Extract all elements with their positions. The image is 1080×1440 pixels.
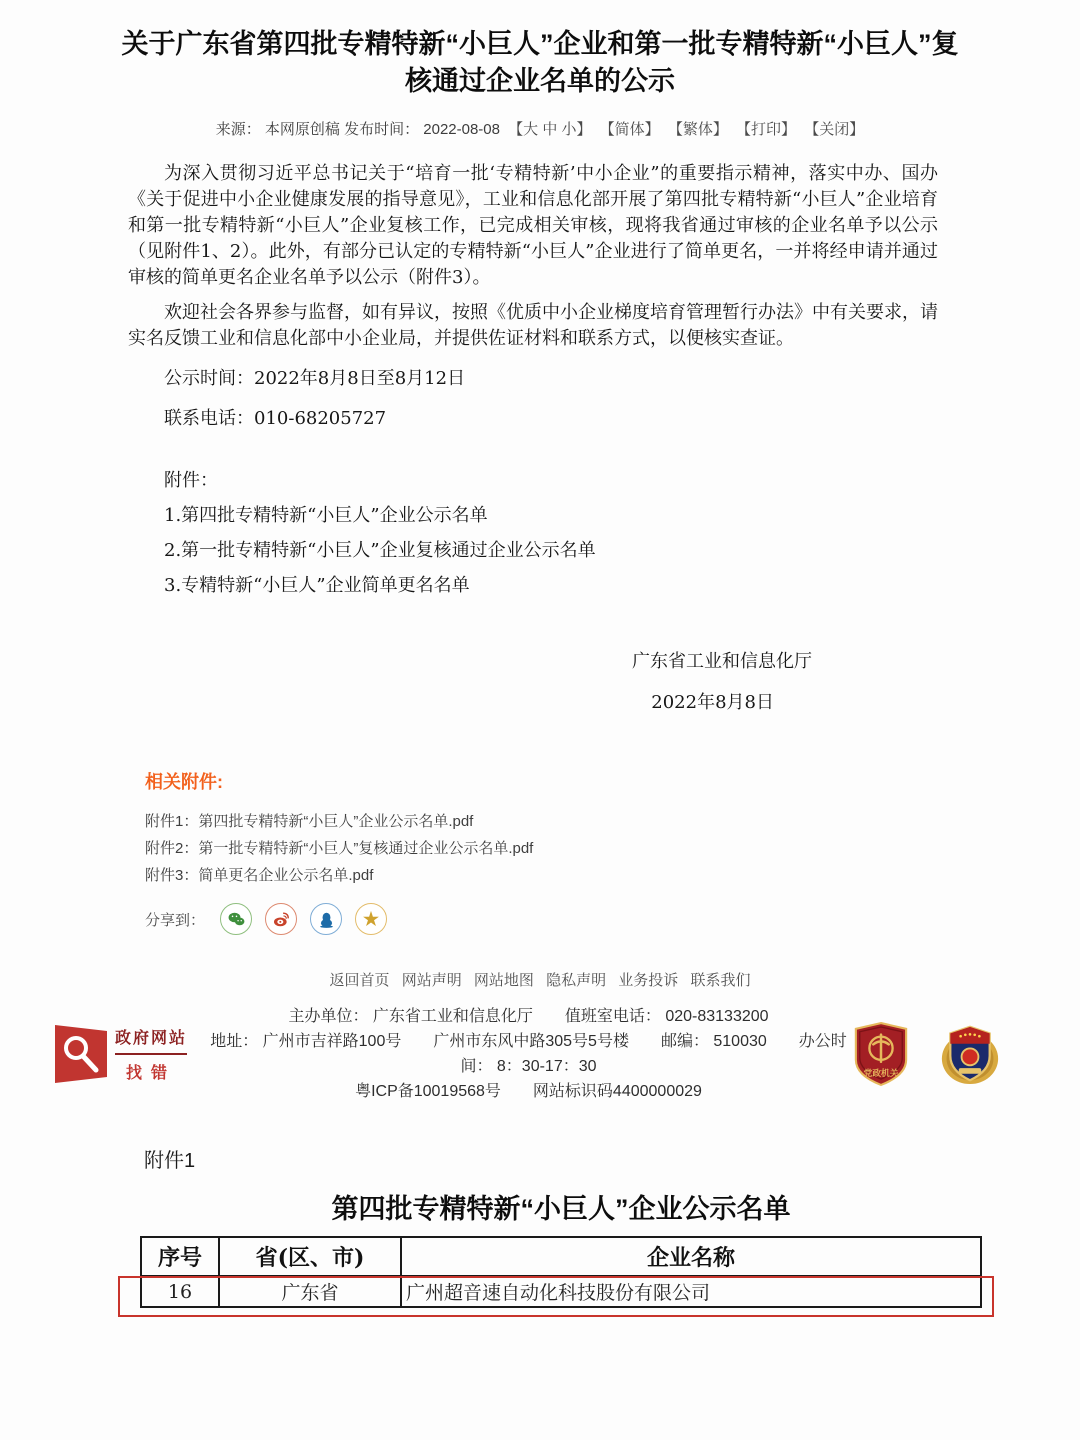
annex-table-header-row [141, 1237, 981, 1276]
simplified-chinese-button[interactable]: 【简体】 [599, 121, 660, 138]
related-attachments-heading: 相关附件: [145, 772, 223, 792]
footer-nav-statement[interactable]: 网站声明 [401, 972, 462, 989]
footer-badges [852, 1021, 1000, 1087]
footer-nav-privacy[interactable]: 隐私声明 [546, 972, 607, 989]
annex-section [140, 1144, 982, 1308]
party-government-badge-icon[interactable] [852, 1021, 910, 1087]
attachment-item-3: 3.专精特新“小巨人”企业简单更名名单 [164, 575, 470, 596]
article-meta [0, 118, 1080, 139]
header-province: 省(区、市) [219, 1237, 401, 1276]
qq-penguin-icon [317, 910, 336, 929]
magnifier-flag-icon [55, 1023, 107, 1085]
error-logo-line1: 政府网站 [115, 1025, 187, 1055]
qzone-share-button[interactable] [355, 903, 387, 935]
issuing-org: 广东省工业和信息化厅 [632, 651, 812, 672]
attachment-list [128, 468, 938, 599]
attachments-label: 附件： [164, 470, 218, 491]
weibo-icon [272, 910, 291, 929]
close-button[interactable]: 【关闭】 [804, 121, 865, 138]
footer-icp-line: 粤ICP备10019568号 网站标识码4400000029 [355, 1083, 702, 1100]
footer-nav-complaint[interactable]: 业务投诉 [618, 972, 679, 989]
annex-label: 附件1 [144, 1150, 196, 1172]
footer-nav-contact[interactable]: 联系我们 [690, 972, 751, 989]
article-body [128, 161, 938, 716]
contact-phone: 联系电话：010-68205727 [164, 408, 387, 429]
footer-info [205, 1004, 852, 1104]
related-attachment-link-2[interactable]: 附件2：第一批专精特新“小巨人”复核通过企业公示名单.pdf [145, 840, 534, 857]
share-label: 分享到： [145, 911, 206, 929]
traditional-chinese-button[interactable]: 【繁体】 [667, 121, 728, 138]
font-size-control[interactable]: 【大 中 小】 [508, 121, 592, 138]
star-icon: ★ [362, 909, 380, 929]
related-attachments-section [145, 768, 1080, 935]
qq-share-button[interactable] [310, 903, 342, 935]
print-button[interactable]: 【打印】 [736, 121, 797, 138]
footer-host-line: 主办单位： 广东省工业和信息化厅 值班室电话： 020-83133200 [288, 1008, 769, 1025]
signature-block [128, 649, 812, 716]
header-serial-number: 序号 [141, 1237, 219, 1276]
annex-table-title: 第四批专精特新“小巨人”企业公示名单 [331, 1194, 791, 1224]
issue-date: 2022年8月8日 [651, 692, 774, 713]
attachment-item-2: 2.第一批专精特新“小巨人”企业复核通过企业公示名单 [164, 540, 596, 561]
footer-nav-home[interactable]: 返回首页 [329, 972, 390, 989]
footer [0, 1004, 1080, 1104]
header-company-name: 企业名称 [401, 1237, 981, 1276]
page-title: 关于广东省第四批专精特新“小巨人”企业和第一批专精特新“小巨人”复核通过企业名单的公示 [121, 29, 959, 96]
attachment-item-1: 1.第四批专精特新“小巨人”企业公示名单 [164, 505, 488, 526]
source-and-date: 来源： 本网原创稿 发布时间： 2022-08-08 [215, 121, 500, 138]
site-error-report-logo[interactable] [55, 1023, 205, 1085]
footer-nav [0, 969, 1080, 990]
publicity-period: 公示时间：2022年8月8日至8月12日 [164, 368, 466, 389]
svg-text:党政机关: 党政机关 [863, 1068, 899, 1079]
cell-company-name: 广州超音速自动化科技股份有限公司 [401, 1276, 981, 1307]
paragraph-1: 为深入贯彻习近平总书记关于“培育一批‘专精特新’中小企业”的重要指示精神，落实中办、国办《关于促进中小企业健康发展的指导意见》，工业和信息化部开展了第四批专精特新“小巨人”企业培育和第一批专精特新“小巨人”企业复核工作，已完成相关审核，现将我省通过审核的企业名单予以公示（见附件1、2）。此外，有部分已认定的专精特新“小巨人”企业进行了简单更名，一并将经申请并通过审核的简单更名企业名单予以公示（附件3）。 [128, 163, 938, 288]
related-attachment-link-3[interactable]: 附件3：简单更名企业公示名单.pdf [145, 867, 374, 884]
police-badge-icon[interactable] [940, 1021, 1000, 1087]
wechat-icon [227, 910, 246, 929]
footer-address-line: 地址： 广州市吉祥路100号 广州市东风中路305号5号楼 邮编： 510030 办公时间： 8：30-17：30 [210, 1033, 847, 1075]
table-row [141, 1276, 981, 1307]
paragraph-2: 欢迎社会各界参与监督，如有异议，按照《优质中小企业梯度培育管理暂行办法》中有关要求，请实名反馈工业和信息化部中小企业局，并提供佐证材料和联系方式，以便核实查证。 [128, 302, 938, 349]
annex-table [140, 1236, 982, 1308]
cell-serial-number: 16 [141, 1276, 219, 1307]
wechat-share-button[interactable] [220, 903, 252, 935]
related-attachment-link-1[interactable]: 附件1：第四批专精特新“小巨人”企业公示名单.pdf [145, 813, 474, 830]
error-logo-text [115, 1025, 187, 1083]
error-logo-line2: 找错 [126, 1065, 177, 1082]
share-row [145, 903, 1080, 935]
footer-nav-sitemap[interactable]: 网站地图 [473, 972, 534, 989]
weibo-share-button[interactable] [265, 903, 297, 935]
cell-province: 广东省 [219, 1276, 401, 1307]
